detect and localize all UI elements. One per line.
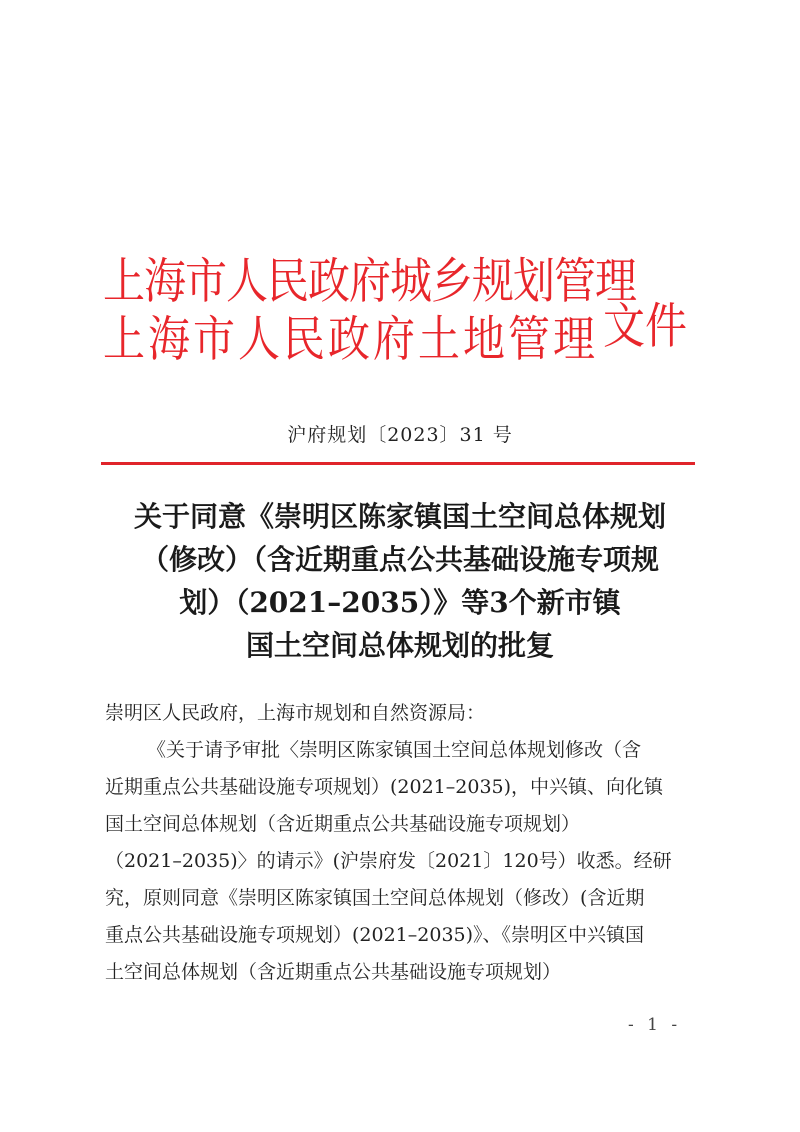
header-suffix: 文件 bbox=[603, 297, 688, 355]
body-line: （2021–2035)〉的请示》(沪崇府发〔2021〕120号）收悉。经研 bbox=[105, 850, 672, 872]
addressee: 崇明区人民政府，上海市规划和自然资源局： bbox=[105, 702, 486, 724]
red-divider bbox=[101, 462, 695, 465]
body-line: 近期重点公共基础设施专项规划）(2021–2035)，中兴镇、向化镇 bbox=[105, 776, 664, 798]
title-line: （修改）（含近期重点公共基础设施专项规 bbox=[140, 543, 659, 576]
issuing-authority-header bbox=[103, 245, 703, 375]
document-number: 沪府规划〔2023〕31 号 bbox=[287, 424, 513, 446]
title-line: 国土空间总体规划的批复 bbox=[245, 629, 554, 662]
body-line: 重点公共基础设施专项规划）(2021–2035)》、《崇明区中兴镇国 bbox=[105, 924, 645, 946]
body-line: 土空间总体规划（含近期重点公共基础设施专项规划） bbox=[105, 961, 562, 983]
body-line: 国土空间总体规划（含近期重点公共基础设施专项规划） bbox=[105, 813, 581, 835]
title-line: 关于同意《崇明区陈家镇国土空间总体规划 bbox=[133, 500, 666, 533]
body-line: 《关于请予审批〈崇明区陈家镇国土空间总体规划修改（含 bbox=[147, 739, 642, 761]
document-title bbox=[95, 495, 705, 667]
header-line-2: 上海市人民政府土地管理 bbox=[103, 310, 599, 367]
header-line-1: 上海市人民政府城乡规划管理 bbox=[103, 252, 637, 309]
body-line: 究，原则同意《崇明区陈家镇国土空间总体规划（修改）(含近期 bbox=[105, 887, 645, 909]
title-line: 划）（2021–2035）》等3个新市镇 bbox=[179, 586, 621, 619]
document-body bbox=[105, 695, 705, 991]
page-number: - 1 - bbox=[628, 1015, 682, 1035]
